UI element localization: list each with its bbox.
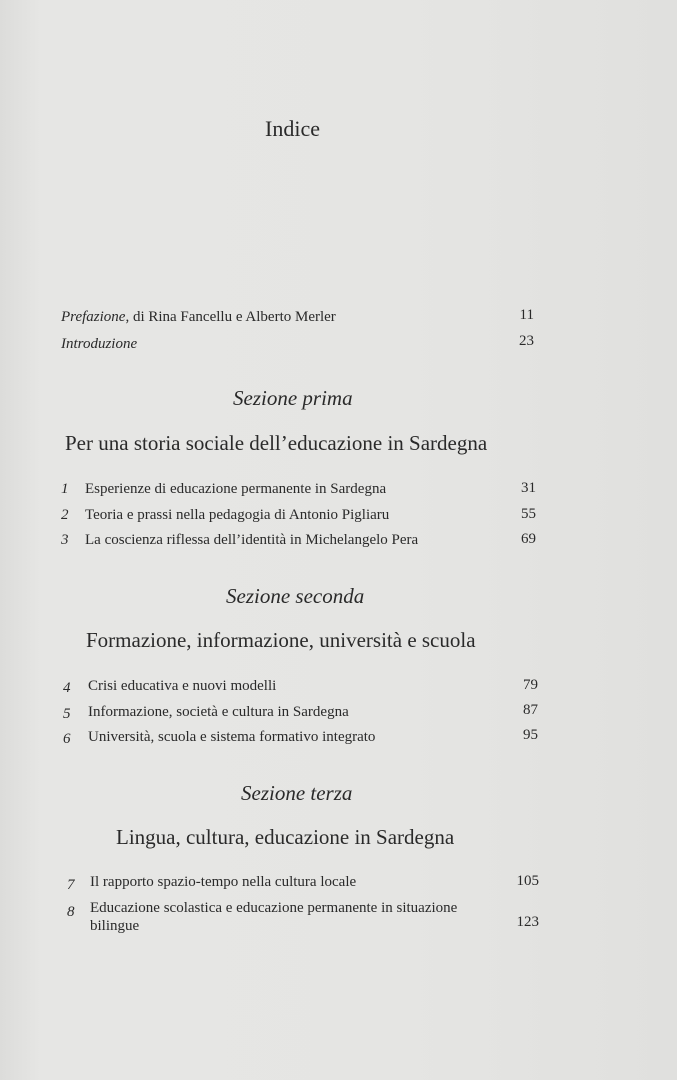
toc-entry-number: 3 bbox=[61, 532, 69, 548]
toc-entry-title: Il rapporto spazio-tempo nella cultura locale bbox=[90, 874, 357, 890]
toc-page-number: 69 bbox=[521, 531, 536, 547]
toc-entry-title-continuation: bilingue bbox=[90, 918, 140, 934]
toc-entry-number: 6 bbox=[63, 731, 71, 747]
toc-entry-prefazione bbox=[61, 309, 336, 326]
toc-entry-label-italic: Prefazione bbox=[61, 309, 126, 325]
toc-entry-title: Università, scuola e sistema formativo integrato bbox=[88, 729, 376, 745]
toc-page-number: 87 bbox=[523, 702, 538, 718]
toc-page-number: 31 bbox=[521, 480, 536, 496]
toc-entry-title: Educazione scolastica e educazione permanente in situazione bbox=[90, 900, 458, 916]
toc-entry-title: Esperienze di educazione permanente in Sardegna bbox=[85, 481, 387, 497]
toc-entry-title: Crisi educativa e nuovi modelli bbox=[88, 678, 277, 694]
toc-page-number: 79 bbox=[523, 677, 538, 693]
toc-entry-title: La coscienza riflessa dell’identità in Michelangelo Pera bbox=[85, 532, 419, 548]
toc-entry-number: 5 bbox=[63, 706, 71, 722]
toc-entry-title: Informazione, società e cultura in Sardegna bbox=[88, 704, 349, 720]
toc-page-number: 11 bbox=[519, 307, 534, 323]
toc-entry-number: 2 bbox=[61, 507, 69, 523]
toc-page-number: 23 bbox=[519, 333, 534, 349]
toc-entry-number: 1 bbox=[61, 481, 69, 497]
toc-page-number: 55 bbox=[521, 506, 536, 522]
toc-page-number: 123 bbox=[516, 914, 539, 930]
toc-entry-title: Teoria e prassi nella pedagogia di Antonio Pigliaru bbox=[85, 507, 390, 523]
section-heading-prima: Sezione prima bbox=[233, 386, 353, 410]
section-subtitle-prima: Per una storia sociale dell’educazione in Sardegna bbox=[65, 431, 488, 455]
toc-entry-label-rest: , di Rina Fancellu e Alberto Merler bbox=[125, 309, 336, 325]
section-subtitle-seconda: Formazione, informazione, università e scuola bbox=[86, 628, 476, 652]
toc-page-number: 95 bbox=[523, 727, 538, 743]
toc-page-number: 105 bbox=[516, 873, 539, 889]
section-subtitle-terza: Lingua, cultura, educazione in Sardegna bbox=[116, 825, 455, 849]
toc-entry-label-italic: Introduzione bbox=[61, 336, 138, 352]
page-title: Indice bbox=[265, 116, 320, 141]
toc-entry-number: 4 bbox=[63, 680, 71, 696]
toc-entry-number: 8 bbox=[67, 904, 75, 920]
section-heading-terza: Sezione terza bbox=[241, 781, 353, 805]
section-heading-seconda: Sezione seconda bbox=[226, 584, 365, 608]
toc-entry-number: 7 bbox=[67, 877, 75, 893]
toc-entry-introduzione bbox=[61, 336, 137, 353]
